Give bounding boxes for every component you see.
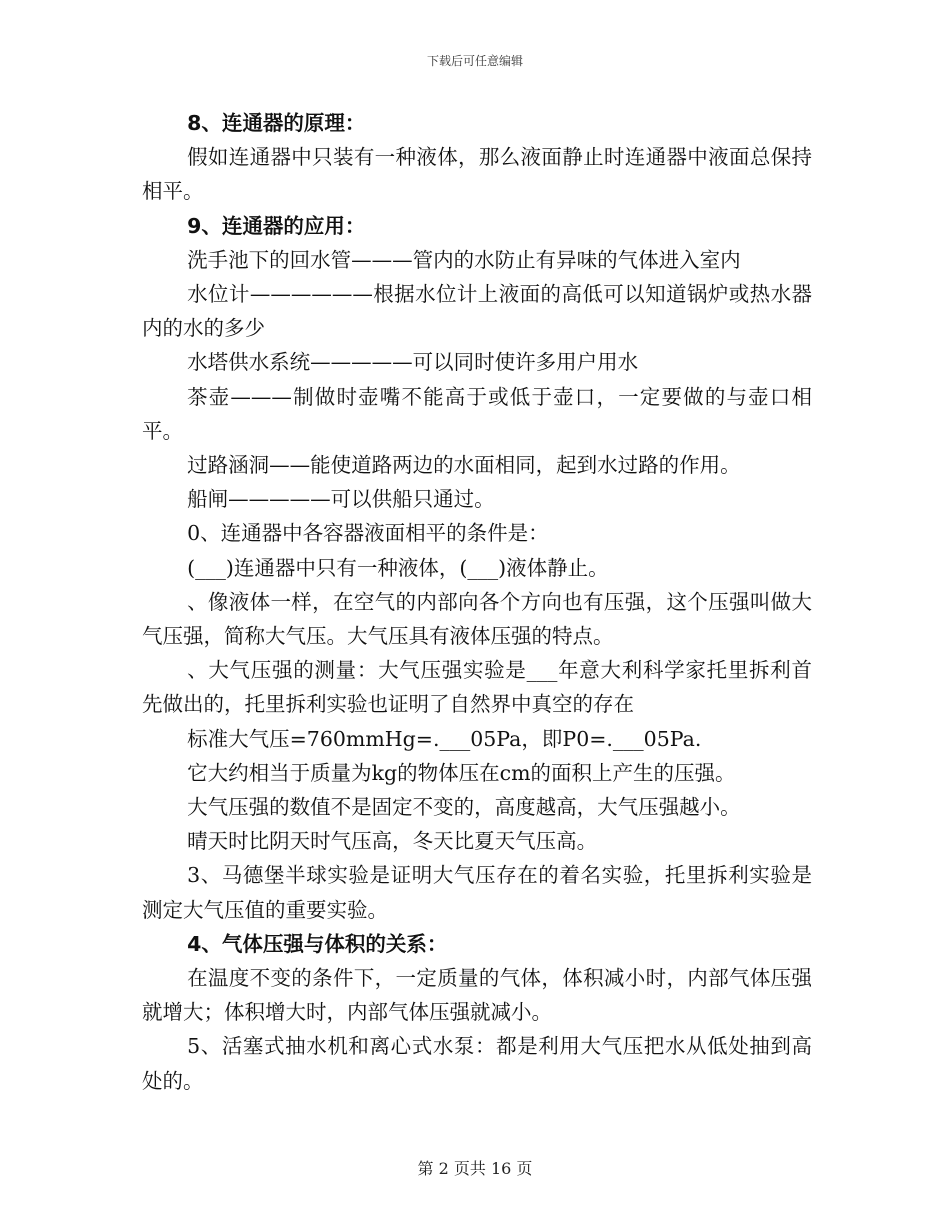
paragraph: 茶壶———制做时壶嘴不能高于或低于壶口，一定要做的与壶口相平。 xyxy=(142,384,812,443)
paragraph: 水塔供水系统—————可以同时使许多用户用水 xyxy=(187,350,639,375)
paragraph: 标准大气压=760mmHg=.___05Pa，即P0=.___05Pa. xyxy=(187,726,702,751)
page-footer: 第 2 页共 16 页 xyxy=(417,1159,533,1178)
paragraph: 、像液体一样，在空气的内部向各个方向也有压强，这个压强叫做大气压强，简称大气压。大气压具有液体压强的特点。 xyxy=(142,589,812,649)
paragraph: 3、马德堡半球实验是证明大气压存在的着名实验，托里拆利实验是测定大气压值的重要实验。 xyxy=(142,863,812,922)
paragraph: 过路涵洞——能使道路两边的水面相同，起到水过路的作用。 xyxy=(187,453,741,478)
paragraph: 它大约相当于质量为kg的物体压在cm的面积上产生的压强。 xyxy=(187,760,736,785)
paragraph: 0、连通器中各容器液面相平的条件是： xyxy=(187,521,549,546)
document-body xyxy=(142,106,812,1098)
paragraph: 在温度不变的条件下，一定质量的气体，体积减小时，内部气体压强就增大；体积增大时，内部气体压强就减小。 xyxy=(142,966,812,1025)
paragraph: 船闸—————可以供船只通过。 xyxy=(187,487,495,512)
page-header: 下载后可任意编辑 xyxy=(426,54,523,68)
paragraph: (___)连通器中只有一种液体，(___)液体静止。 xyxy=(187,555,609,580)
heading-connector-principle: 8、连通器的原理： xyxy=(187,111,366,135)
paragraph: 晴天时比阴天时气压高，冬天比夏天气压高。 xyxy=(187,829,598,854)
heading-gas-pressure-volume: 4、气体压强与体积的关系： xyxy=(187,931,448,956)
paragraph: 水位计——————根据水位计上液面的高低可以知道锅炉或热水器内的水的多少 xyxy=(142,282,812,341)
paragraph: 、大气压强的测量：大气压强实验是___年意大利科学家托里拆利首先做出的，托里拆利实验也证明了自然界中真空的存在 xyxy=(142,658,812,717)
heading-connector-applications: 9、连通器的应用： xyxy=(187,213,366,238)
paragraph: 假如连通器中只装有一种液体，那么液面静止时连通器中液面总保持相平。 xyxy=(142,145,812,204)
paragraph: 大气压强的数值不是固定不变的，高度越高，大气压强越小。 xyxy=(187,795,741,820)
paragraph: 5、活塞式抽水机和离心式水泵：都是利用大气压把水从低处抽到高处的。 xyxy=(142,1034,812,1093)
paragraph: 洗手池下的回水管———管内的水防止有异味的气体进入室内 xyxy=(187,247,741,272)
